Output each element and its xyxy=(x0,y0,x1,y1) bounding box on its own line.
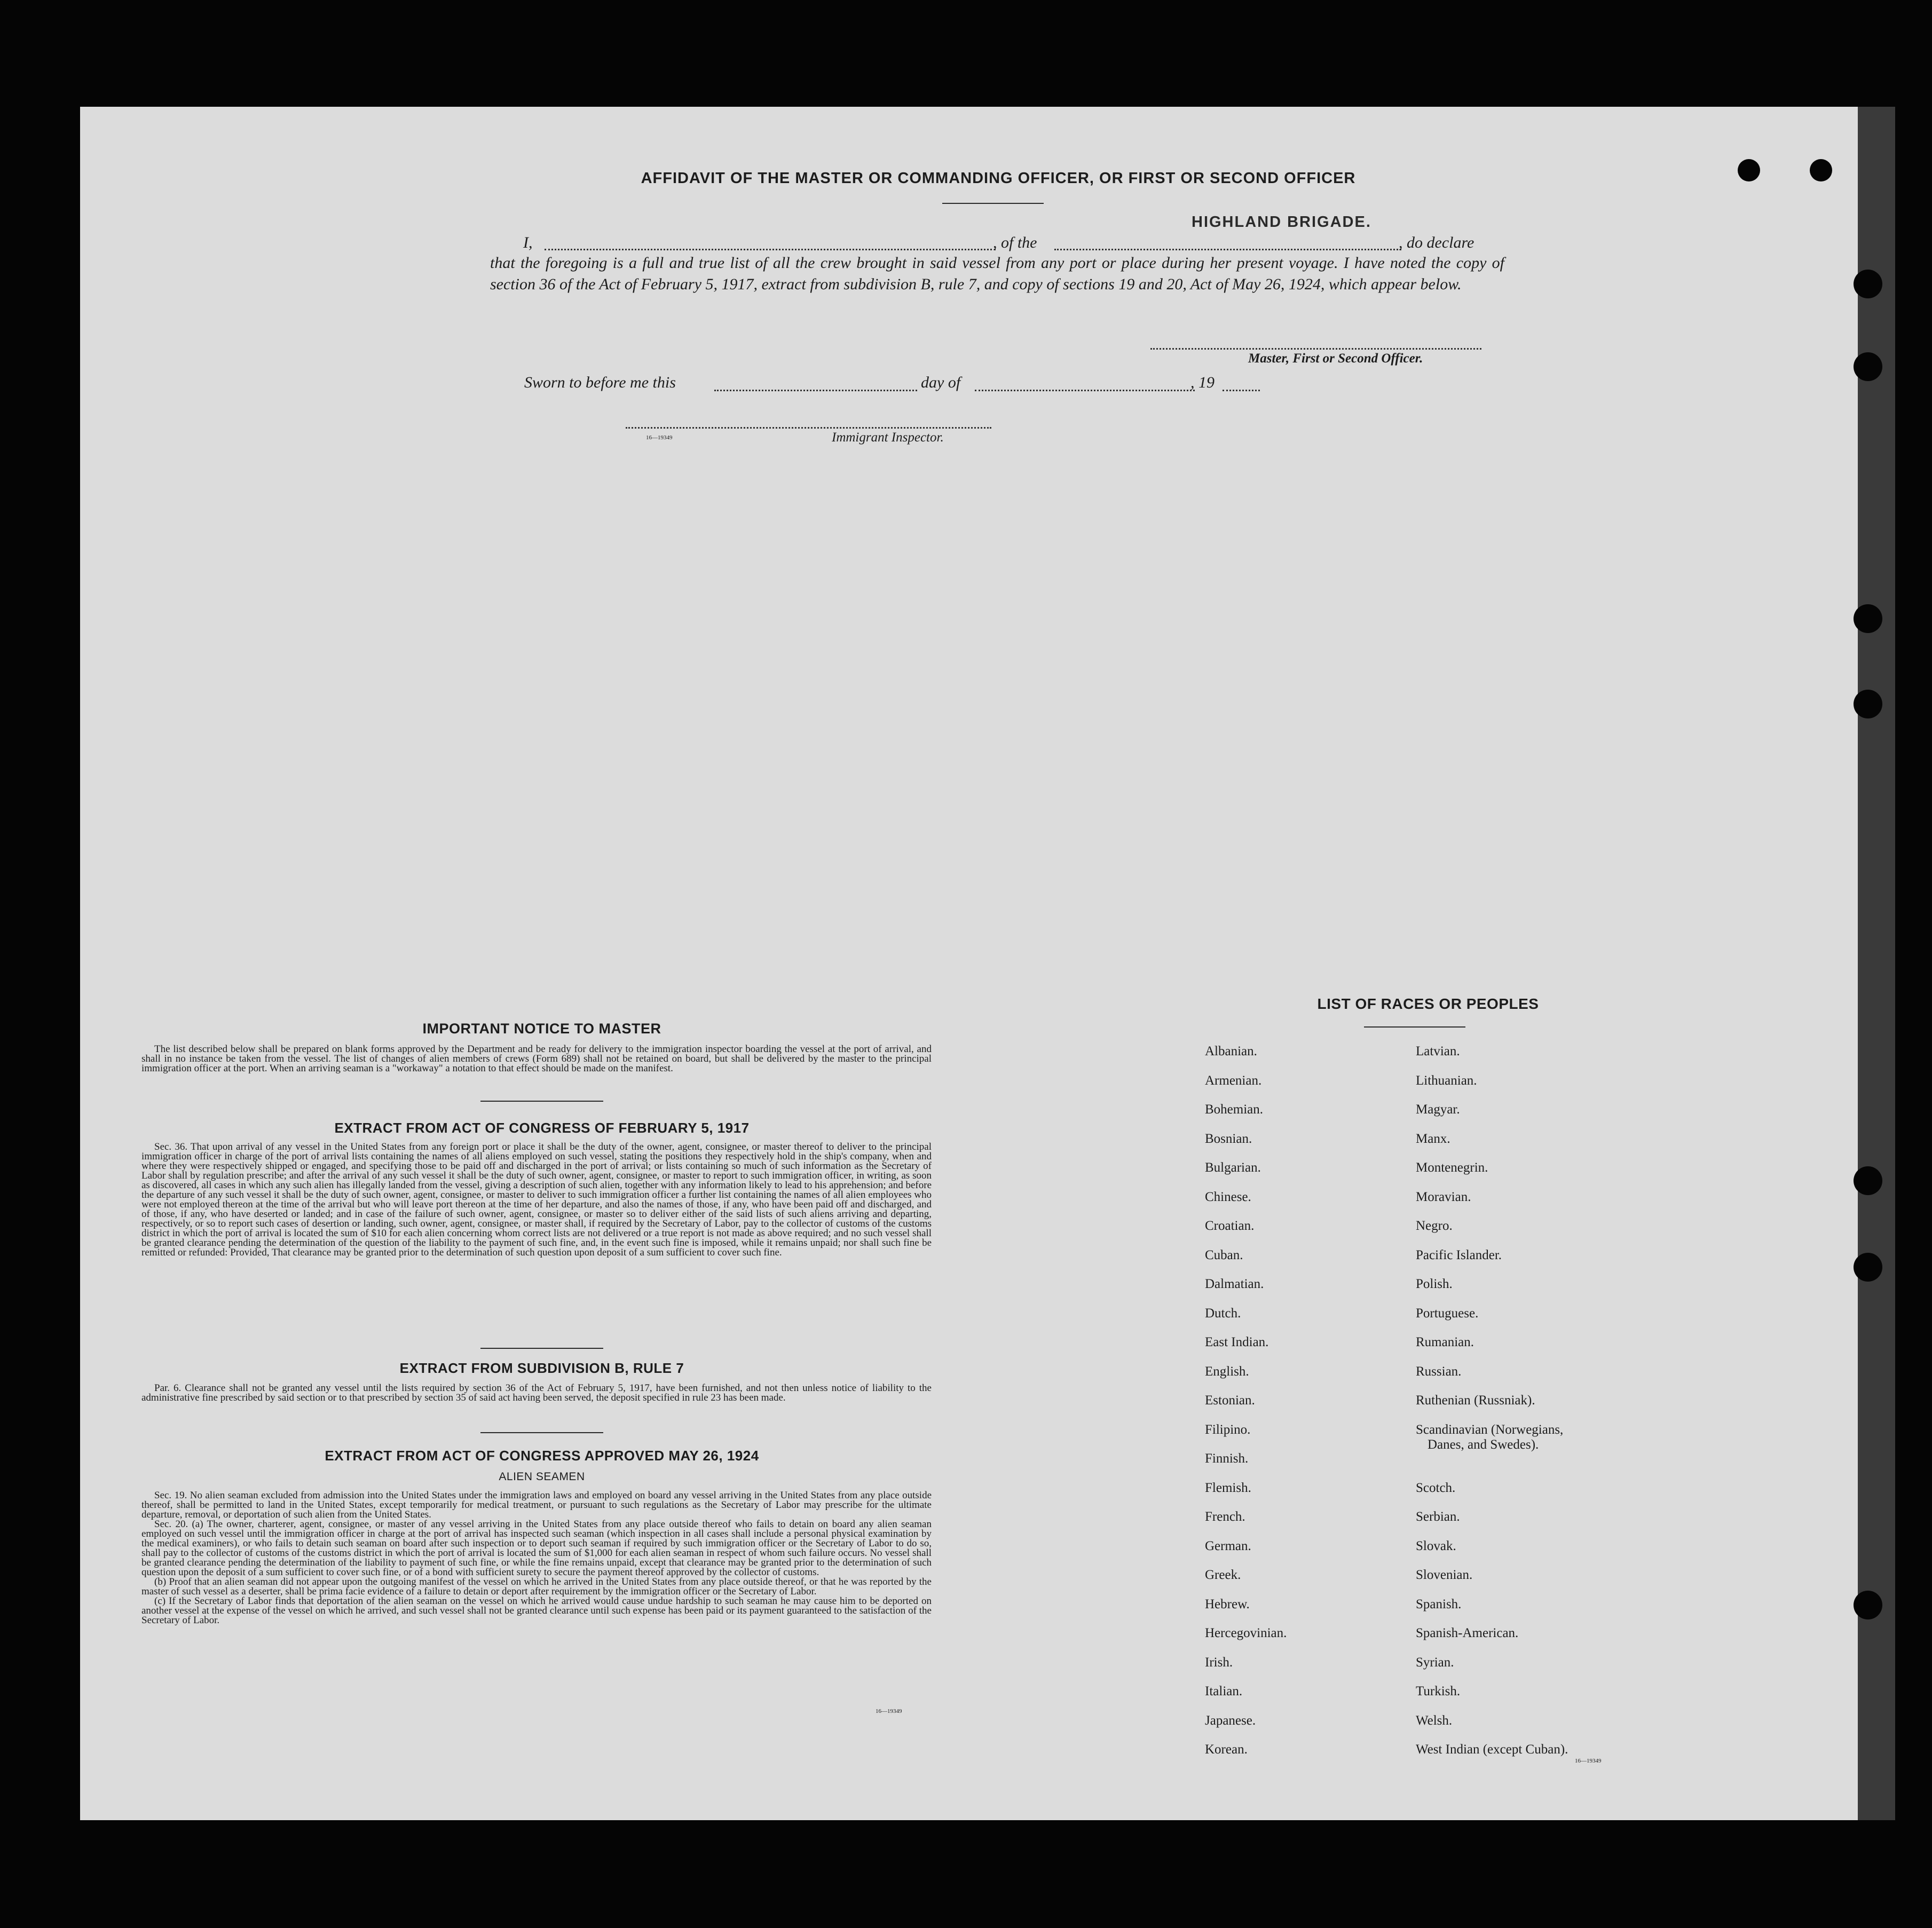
punch-hole xyxy=(1854,604,1882,633)
race-item: Rumanian. xyxy=(1416,1335,1474,1349)
title-rule xyxy=(942,203,1044,204)
notice-paragraph: The list described below shall be prepared on blank forms approved by the Department and be ready for delivery to the immigration inspector boarding the vessel at the port of arrival, and shall in no instance be taken from the vessel. The list of changes of alien members of crews (Form 689) shall not be retained on board, but shall be delivered by the master to the principal immigration officer at the port. When an arriving seaman is a "workaway" a notation to that effect should be made on the manifest. xyxy=(141,1044,932,1074)
race-item: Latvian. xyxy=(1416,1044,1460,1058)
race-item: Negro. xyxy=(1416,1219,1453,1233)
race-item: Greek. xyxy=(1205,1568,1241,1582)
notice-text xyxy=(141,1045,932,1073)
vessel-name: HIGHLAND BRIGADE. xyxy=(1192,214,1371,231)
race-item: Finnish. xyxy=(1205,1451,1249,1466)
race-item: Portuguese. xyxy=(1416,1306,1479,1321)
sec-20a-paragraph: Sec. 20. (a) The owner, charterer, agent, consignee, or master of any vessel arriving in the United States from any place outside thereof who fails to detain on board any alien seaman employed on such vessel until the immigration officer in charge at the port of arrival has inspected such seaman (which inspection in all cases shall include a personal physical examination by the medical examiners), or who fails to detain such seaman on board after such inspection or to deport such seaman if required by such immigration officer or the Secretary of Labor to do so, shall pay to the collector of customs of the customs district in which the port of arrival is located the sum of $1,000 for each alien seaman in respect of whom such failure occurs. No vessel shall be granted clearance pending the determination of the liability to payment of such fine, or while the fine remains unpaid, except that clearance may be granted prior to the determination of such question upon the deposit of a sum sufficient to cover such fine, or of a bond with sufficient surety to secure the payment thereof approved by the collector of customs. xyxy=(141,1519,932,1578)
race-item: Croatian. xyxy=(1205,1219,1255,1233)
punch-hole xyxy=(1854,1253,1882,1282)
race-item: Spanish-American. xyxy=(1416,1626,1519,1640)
race-item: Montenegrin. xyxy=(1416,1160,1488,1175)
sec-20c-paragraph: (c) If the Secretary of Labor finds that deportation of the alien seaman on the vessel on which he arrived would cause undue hardship to such seaman he may cause him to be deported on another vessel at the expense of the vessel on which he arrived, and such vessel shall not be granted clearance until such expense has been paid or its payment guaranteed to the satisfaction of the Secretary of Labor. xyxy=(141,1595,932,1626)
sworn-month-blank xyxy=(975,390,1195,391)
sec-19-paragraph: Sec. 19. No alien seaman excluded from admission into the United States under the immigration laws and employed on board any vessel arriving in the United States from any place outside thereof, shall be permitted to land in the United States, except temporarily for medical treatment, or pursuant to such regulations as the Secretary of Labor may prescribe for the ultimate departure, removal, or deportation of such alien from the United States. xyxy=(141,1490,932,1520)
race-item: Spanish. xyxy=(1416,1597,1462,1611)
race-item: Japanese. xyxy=(1205,1713,1256,1728)
race-item: Syrian. xyxy=(1416,1655,1454,1670)
race-item: French. xyxy=(1205,1510,1245,1524)
race-item: West Indian (except Cuban). xyxy=(1416,1742,1568,1757)
punch-hole xyxy=(1854,1591,1882,1619)
race-item: Flemish. xyxy=(1205,1480,1251,1495)
race-item: Welsh. xyxy=(1416,1713,1453,1728)
race-item: Magyar. xyxy=(1416,1102,1460,1117)
punch-hole xyxy=(1854,690,1882,718)
affidavit-declare: , do declare xyxy=(1399,234,1474,251)
race-item: Filipino. xyxy=(1205,1422,1251,1437)
race-item: Chinese. xyxy=(1205,1189,1251,1204)
race-item: Italian. xyxy=(1205,1684,1243,1698)
race-item: Polish. xyxy=(1416,1277,1453,1291)
race-item: Irish. xyxy=(1205,1655,1233,1670)
master-signature-blank xyxy=(1150,348,1481,350)
affidavit-of-the: , of the xyxy=(993,234,1037,251)
extract-1924-text xyxy=(141,1491,932,1625)
extract-form-number: 16—19349 xyxy=(876,1708,902,1714)
race-item: Bohemian. xyxy=(1205,1102,1264,1117)
day-of: day of xyxy=(921,374,961,391)
punch-hole xyxy=(1854,1166,1882,1195)
race-item: Turkish. xyxy=(1416,1684,1461,1698)
race-item: Hebrew. xyxy=(1205,1597,1250,1611)
race-item: Lithuanian. xyxy=(1416,1073,1477,1088)
race-item: English. xyxy=(1205,1364,1249,1379)
extract-1917-text xyxy=(141,1142,932,1258)
punch-hole xyxy=(1854,352,1882,381)
race-item: Bulgarian. xyxy=(1205,1160,1261,1175)
sec-20b-paragraph: (b) Proof that an alien seaman did not appear upon the outgoing manifest of the vessel on which he arrived in the United States from any place outside thereof, or that he was reported by the master of such vessel as a deserter, shall be prima facie evidence of a failure to detain or deport after requirement by the immigration officer or the Secretary of Labor. xyxy=(141,1576,932,1597)
race-item: Manx. xyxy=(1416,1131,1450,1146)
race-item: Dutch. xyxy=(1205,1306,1241,1321)
race-item: Bosnian. xyxy=(1205,1131,1252,1146)
races-title: LIST OF RACES OR PEOPLES xyxy=(1317,995,1539,1012)
punch-hole xyxy=(1854,270,1882,298)
race-item: German. xyxy=(1205,1538,1251,1553)
year-prefix: , 19 xyxy=(1190,374,1215,391)
race-item: Albanian. xyxy=(1205,1044,1257,1058)
section-rule xyxy=(480,1101,603,1102)
race-item: Moravian. xyxy=(1416,1189,1471,1204)
section-rule xyxy=(480,1432,603,1433)
race-item: Ruthenian (Russniak). xyxy=(1416,1393,1535,1408)
race-item: East Indian. xyxy=(1205,1335,1269,1349)
sworn-year-blank xyxy=(1223,390,1260,391)
vessel-blank xyxy=(1054,249,1401,250)
extract-1917-title: EXTRACT FROM ACT OF CONGRESS OF FEBRUARY 5, 1917 xyxy=(334,1120,750,1136)
race-item: Hercegovinian. xyxy=(1205,1626,1287,1640)
race-item: Russian. xyxy=(1416,1364,1462,1379)
race-item: Pacific Islander. xyxy=(1416,1247,1502,1262)
sec-36-paragraph: Sec. 36. That upon arrival of any vessel in the United States from any foreign port or place it shall be the duty of the owner, agent, consignee, or master thereof to deliver to the principal immigration officer in charge of the port of arrival lists containing the names of all aliens employed on such vessel, stating the positions they respectively hold in the ship's company, when and where they were respectively shipped or engaged, and specifying those to be paid off and discharged in the port of arrival; or lists containing so much of such information as the Secretary of Labor shall by regulation prescribe; and after the arrival of any such vessel it shall be the duty of such owner, agent, consignee, or master to report to such immigration officer, in writing, as soon as discovered, all cases in which any such alien has illegally landed from the vessel, giving a description of such alien, together with any information likely to lead to his apprehension; and before the departure of any such vessel it shall be the duty of such owner, agent, consignee, or master to deliver to such immigration officer a further list containing the names of all alien employees who were not employed thereon at the time of the arrival but who will leave port thereon at the time of her departure, and also the names of those, if any, who have been paid off and discharged, and of those, if any, who have deserted or landed; and in case of the failure of such owner, agent, consignee, or master so to deliver either of the said lists of such aliens arriving and departing, respectively, or so to report such cases of desertion or landing, such owner, agent, consignee, or master shall, if required by the Secretary of Labor, pay to the collector of customs of the customs district in which the port of arrival is located the sum of $10 for each alien concerning whom correct lists are not delivered or a true report is not made as above required; and no such vessel shall be granted clearance pending the determination of the question of the liability to the payment of such fine, and, in the event such fine is imposed, while it remains unpaid; nor shall such fine be remitted or refunded: Provided, That clearance may be granted prior to the determination of such question upon deposit of a sum sufficient to cover such fine. xyxy=(141,1141,932,1258)
notice-title: IMPORTANT NOTICE TO MASTER xyxy=(422,1021,661,1037)
race-item: Danes, and Swedes). xyxy=(1428,1437,1539,1452)
affidavit-title: AFFIDAVIT OF THE MASTER OR COMMANDING OFFICER, OR FIRST OR SECOND OFFICER xyxy=(641,170,1356,187)
punch-hole xyxy=(1810,159,1832,181)
race-item: Scandinavian (Norwegians, xyxy=(1416,1422,1564,1437)
punch-hole xyxy=(1738,159,1760,181)
affidavit-i: I, xyxy=(523,234,533,251)
race-item: Armenian. xyxy=(1205,1073,1262,1088)
race-item: Scotch. xyxy=(1416,1480,1456,1495)
inspector-label: Immigrant Inspector. xyxy=(832,430,944,445)
race-item: Slovak. xyxy=(1416,1538,1456,1553)
name-blank xyxy=(545,249,996,250)
extract-rule7-text xyxy=(141,1384,932,1403)
races-rule xyxy=(1364,1026,1465,1028)
race-item: Slovenian. xyxy=(1416,1568,1473,1582)
race-item: Serbian. xyxy=(1416,1510,1460,1524)
race-item: Cuban. xyxy=(1205,1247,1243,1262)
master-label: Master, First or Second Officer. xyxy=(1248,351,1423,366)
par-6-paragraph: Par. 6. Clearance shall not be granted any vessel until the lists required by section 36 of the Act of February 5, 1917, have been furnished, and not then unless notice of liability to the administrative fine prescribed by said section or to that prescribed by section 35 of said act having been served, the deposit specified in rule 23 has been made. xyxy=(141,1382,932,1403)
affidavit-form-number: 16—19349 xyxy=(646,434,673,441)
race-item: Dalmatian. xyxy=(1205,1277,1264,1291)
alien-seamen-subtitle: ALIEN SEAMEN xyxy=(499,1471,585,1483)
section-rule xyxy=(480,1348,603,1349)
affidavit-body: that the foregoing is a full and true list of all the crew brought in said vessel from any port or place during her present voyage. I have noted the copy of section 36 of the Act of February 5, 1917, extract from subdivision B, rule 7, and copy of sections 19 and 20, Act of May 26, 1924, which appear below. xyxy=(490,254,1504,293)
race-item: Estonian. xyxy=(1205,1393,1255,1408)
sworn-day-blank xyxy=(714,390,917,391)
extract-1924-title: EXTRACT FROM ACT OF CONGRESS APPROVED MAY 26, 1924 xyxy=(325,1448,759,1464)
inspector-signature-blank xyxy=(626,427,991,429)
race-item: Korean. xyxy=(1205,1742,1248,1757)
sworn-prefix: Sworn to before me this xyxy=(524,374,676,391)
extract-rule7-title: EXTRACT FROM SUBDIVISION B, RULE 7 xyxy=(399,1360,684,1376)
races-form-number: 16—19349 xyxy=(1575,1758,1602,1764)
